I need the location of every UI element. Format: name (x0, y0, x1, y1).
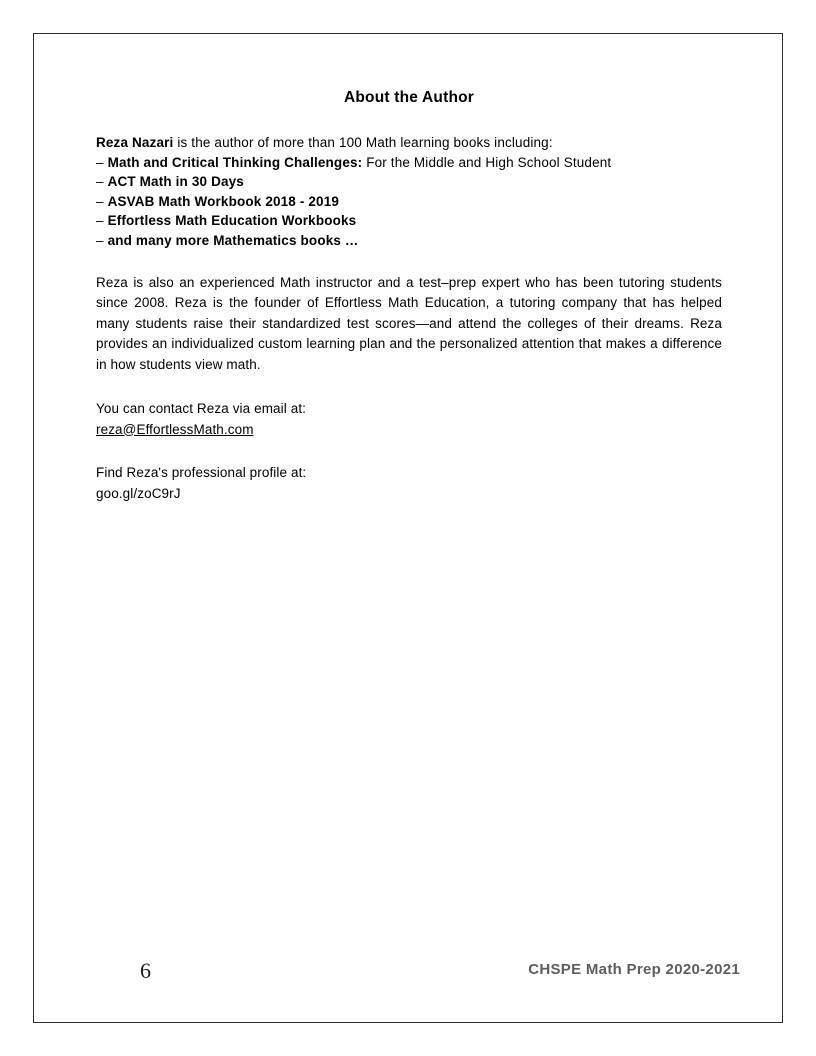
page-content (96, 89, 722, 504)
list-dash: – (96, 213, 108, 229)
contact-label: You can contact Reza via email at: (96, 401, 307, 417)
list-dash: – (96, 174, 108, 190)
footer-book-title: CHSPE Math Prep 2020-2021 (528, 961, 740, 978)
author-intro-rest: is the author of more than 100 Math learning books including: (173, 135, 553, 150)
profile-block (96, 463, 722, 504)
author-intro-block (96, 133, 722, 251)
list-item-bold: and many more Mathematics books … (107, 232, 359, 248)
list-item-bold: Math and Critical Thinking Challenges: (107, 154, 363, 170)
author-name: Reza Nazari (96, 135, 174, 150)
list-item-bold: ASVAB Math Workbook 2018 - 2019 (107, 193, 340, 209)
profile-url[interactable]: goo.gl/zoC9rJ (96, 485, 181, 501)
page-title: About the Author (343, 89, 475, 106)
list-item-rest: For the Middle and High School Student (362, 154, 612, 170)
list-item (96, 172, 722, 192)
page-footer (96, 954, 740, 984)
list-dash: – (96, 154, 108, 170)
page-frame (33, 33, 783, 1023)
list-item-bold: Effortless Math Education Workbooks (107, 213, 357, 229)
page-number: 6 (140, 958, 151, 983)
bio-paragraph: Reza is also an experienced Math instructor and a test–prep expert who has been tutoring students since 2008. Reza is the founder of Effortless Math Education, a tutoring company that has helped many students raise their standardized test scores—and attend the colleges of their dreams. Reza provides an individualized custom learning plan and the personalized attention that makes a difference in how students view math. (96, 274, 722, 372)
email-link[interactable]: reza@EffortlessMath.com (96, 421, 254, 437)
list-dash: – (96, 193, 108, 209)
list-item-bold: ACT Math in 30 Days (107, 174, 244, 190)
list-item (96, 153, 722, 173)
list-item (96, 231, 722, 251)
list-dash: – (96, 232, 108, 248)
profile-label: Find Reza's professional profile at: (96, 465, 307, 481)
list-item (96, 192, 722, 212)
list-item (96, 211, 722, 231)
author-intro-line (96, 133, 722, 153)
contact-block (96, 399, 722, 440)
